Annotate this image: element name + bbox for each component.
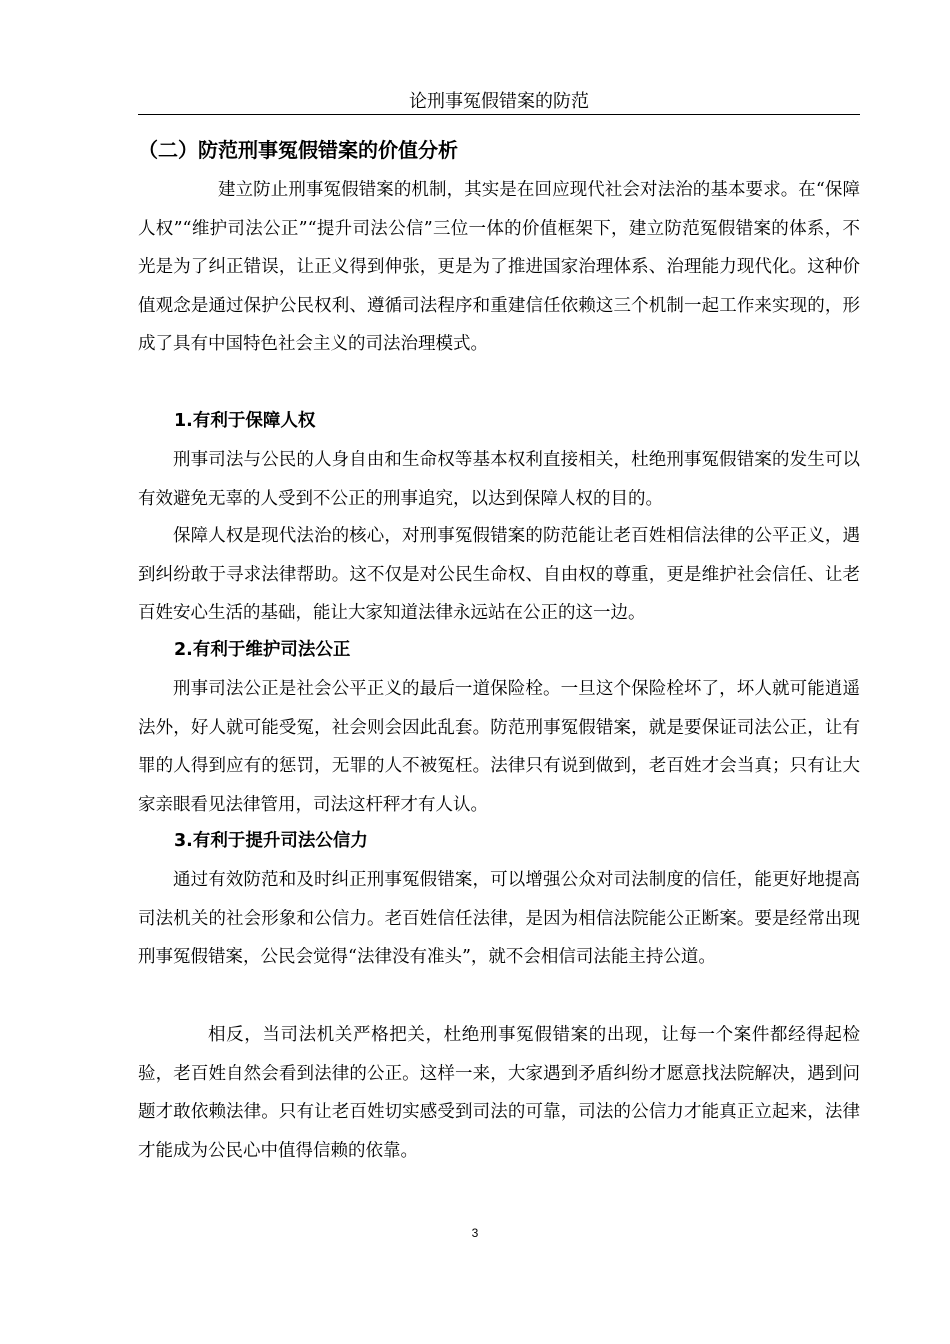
paragraph: 相反，当司法机关严格把关，杜绝刑事冤假错案的出现，让每一个案件都经得起检验，老百姓自然会看到法律的公正。这样一来，大家遇到矛盾纠纷才愿意找法院解决，遇到问题才敢依赖法律。只有让老百姓切实感受到司法的可靠，司法的公信力才能真正立起来，法律才能成为公民心中值得信赖的依靠。: [138, 1025, 860, 1161]
subsection-heading-1: 1.有利于保障人权: [174, 411, 316, 431]
subsection-heading-2: 2.有利于维护司法公正: [174, 640, 351, 660]
header-rule: [138, 114, 860, 115]
running-header-title: 论刑事冤假错案的防范: [409, 91, 589, 112]
subsection-heading-3: 3.有利于提升司法公信力: [174, 831, 368, 851]
section-heading: （二）防范刑事冤假错案的价值分析: [138, 138, 458, 162]
intro-paragraph: 建立防止刑事冤假错案的机制，其实是在回应现代社会对法治的基本要求。在“保障人权”“维护司法公正”“提升司法公信”三位一体的价值框架下，建立防范冤假错案的体系，不光是为了纠正错误，让正义得到伸张，更是为了推进国家治理体系、治理能力现代化。这种价值观念是通过保护公民权利、遵循司法程序和重建信任依赖这三个机制一起工作来实现的，形成了具有中国特色社会主义的司法治理模式。: [138, 180, 860, 354]
page-number: 3: [471, 1226, 479, 1240]
paragraph: 刑事司法与公民的人身自由和生命权等基本权利直接相关，杜绝刑事冤假错案的发生可以有效避免无辜的人受到不公正的刑事追究，以达到保障人权的目的。: [138, 450, 860, 509]
paragraph: 保障人权是现代法治的核心，对刑事冤假错案的防范能让老百姓相信法律的公平正义，遇到纠纷敢于寻求法律帮助。这不仅是对公民生命权、自由权的尊重，更是维护社会信任、让老百姓安心生活的基础，能让大家知道法律永远站在公正的这一边。: [138, 526, 860, 623]
paragraph: 刑事司法公正是社会公平正义的最后一道保险栓。一旦这个保险栓坏了，坏人就可能逍遥法外，好人就可能受冤，社会则会因此乱套。防范刑事冤假错案，就是要保证司法公正，让有罪的人得到应有的惩罚，无罪的人不被冤枉。法律只有说到做到，老百姓才会当真；只有让大家亲眼看见法律管用，司法这杆秤才有人认。: [138, 679, 860, 815]
paragraph: 通过有效防范和及时纠正刑事冤假错案，可以增强公众对司法制度的信任，能更好地提高司法机关的社会形象和公信力。老百姓信任法律，是因为相信法院能公正断案。要是经常出现刑事冤假错案，公民会觉得“法律没有准头”，就不会相信司法能主持公道。: [138, 870, 860, 967]
